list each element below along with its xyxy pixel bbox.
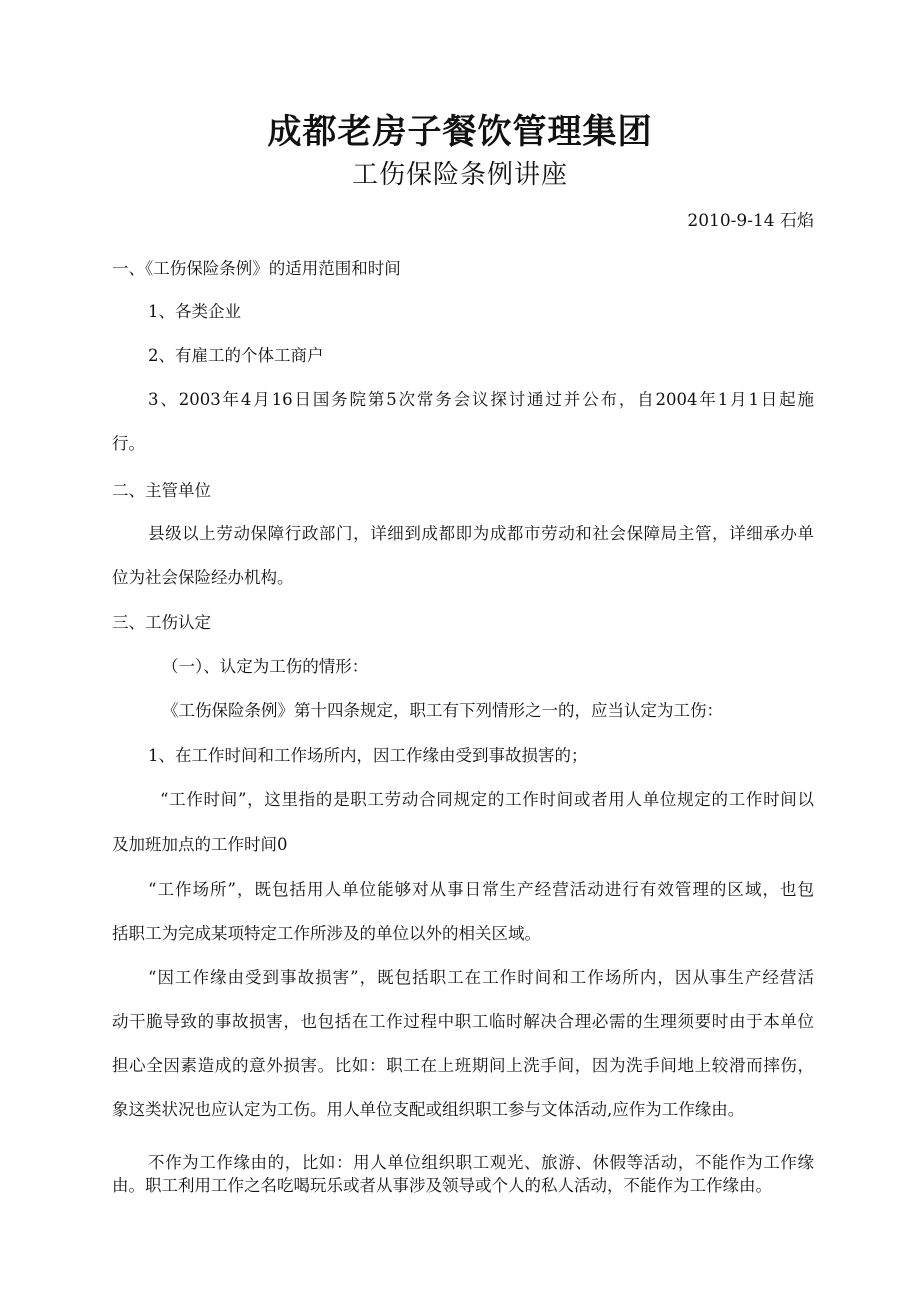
paragraph-line: 及加班加点的工作时间0 [112,835,288,854]
list-item: 3、2003年4月16日国务院第5次常务会议探讨通过并公布，自2004年1月1日起施 [148,390,814,409]
subsection-heading: （一）、认定为工伤的情形： [162,657,369,676]
paragraph-line: 不作为工作缘由的，比如：用人单位组织职工观光、旅游、休假等活动，不能作为工作缘 [148,1153,814,1172]
list-item: 2、有雇工的个体工商户 [148,346,324,365]
paragraph-line: “工作场所”，既包括用人单位能够对从事日常生产经营活动进行有效管理的区域，也包 [148,880,814,899]
paragraph-line: “因工作缘由受到事故损害”，既包括职工在工作时间和工作场所内，因从事生产经营活 [148,968,814,987]
section-heading-1: 一、《工伤保险条例》的适用范围和时间 [112,259,401,278]
paragraph-line: 担心全因素造成的意外损害。比如：职工在上班期间上洗手间，因为洗手间地上较滑而摔伤， [112,1056,814,1075]
section-heading-3: 三、工伤认定 [112,613,211,632]
paragraph-line: 由。职工利用工作之名吃喝玩乐或者从事涉及领导或个人的私人活动，不能作为工作缘由。 [112,1176,772,1195]
list-item-continuation: 行。 [112,434,145,453]
paragraph-line: 县级以上劳动保障行政部门，详细到成都即为成都市劳动和社会保障局主管，详细承办单 [148,524,814,543]
paragraph-line: 《工伤保险条例》第十四条规定，职工有下列情形之一的，应当认定为工伤： [162,701,723,720]
date-author: 2010-9-14 石焰 [687,211,814,231]
document-title: 成都老房子餐饮管理集团 [267,112,653,152]
document-subtitle: 工伤保险条例讲座 [351,160,568,190]
paragraph-line: “工作时间”，这里指的是职工劳动合同规定的工作时间或者用人单位规定的工作时间以 [160,790,814,809]
paragraph-line: 括职工为完成某项特定工作所涉及的单位以外的相关区域。 [112,924,541,943]
paragraph-line: 象这类状况也应认定为工伤。用人单位支配或组织职工参与文体活动,应作为工作缘由。 [112,1100,745,1119]
paragraph-line: 动干脆导致的事故损害，也包括在工作过程中职工临时解决合理必需的生理须要时由于本单位 [112,1012,814,1031]
list-item: 1、在工作时间和工作场所内，因工作缘由受到事故损害的； [148,746,588,765]
list-item: 1、各类企业 [148,302,241,321]
section-heading-2: 二、主管单位 [112,481,211,500]
paragraph-line: 位为社会保险经办机构。 [112,568,294,587]
